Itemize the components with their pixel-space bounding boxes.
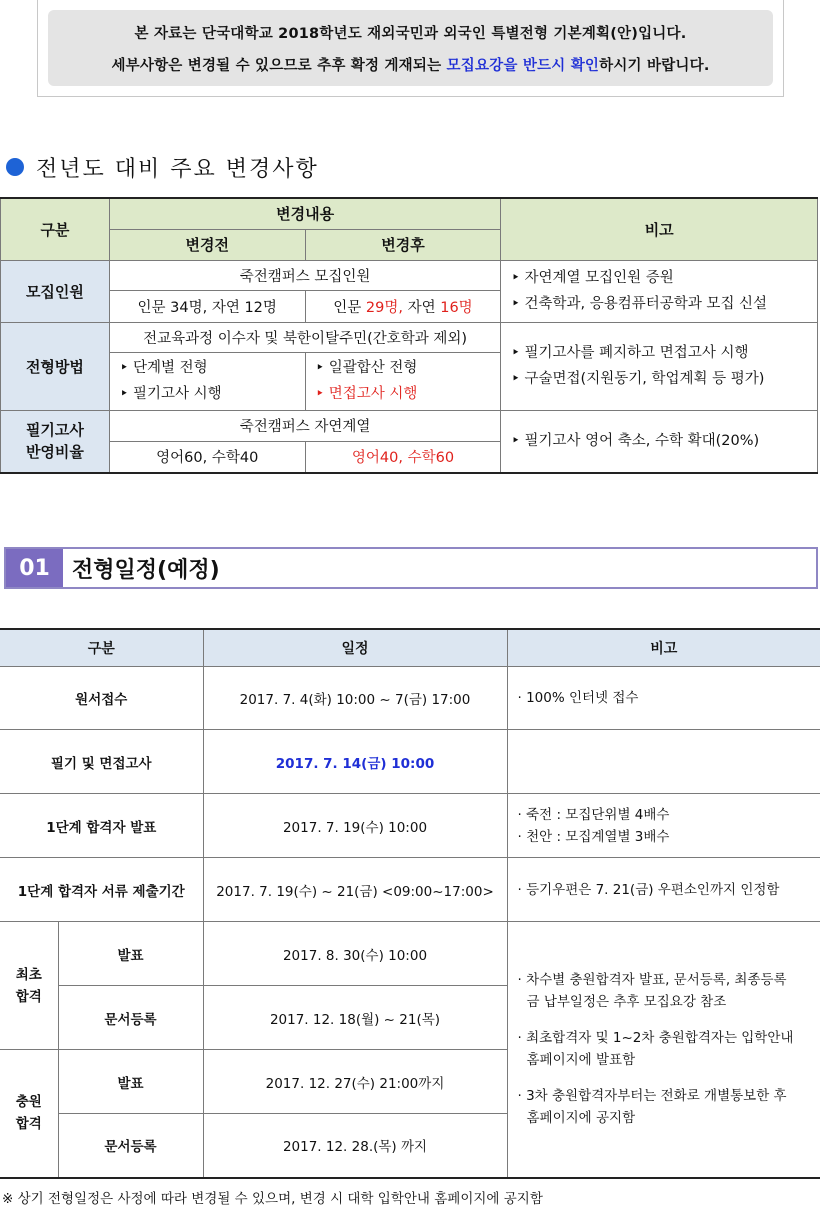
bullet-dot-icon	[6, 158, 24, 176]
sub-category: 발표	[58, 922, 203, 986]
row-after	[305, 290, 501, 322]
row-schedule: 2017. 12. 27(수) 21:00까지	[203, 1050, 507, 1114]
after-text: 자연	[402, 299, 441, 316]
row-schedule: 2017. 7. 19(수) ~ 21(금) <09:00~17:00>	[203, 858, 507, 922]
row-category-recruit: 모집인원	[1, 260, 110, 322]
sub-category: 발표	[58, 1050, 203, 1114]
remark-line: 홈페이지에 공지함	[526, 1110, 636, 1127]
row-remarks	[501, 322, 818, 410]
notice-inner	[48, 10, 773, 86]
row-schedule: 2017. 7. 4(화) 10:00 ~ 7(금) 17:00	[203, 667, 507, 730]
row-span-text: 전교육과정 이수자 및 북한이탈주민(간호학과 제외)	[109, 322, 501, 352]
header-remarks: 비고	[507, 629, 820, 667]
category-line: 반영비율	[25, 443, 84, 462]
group-remarks	[507, 922, 820, 1178]
group-label-line: 합격	[15, 1116, 42, 1133]
header-schedule: 일정	[203, 629, 507, 667]
row-remarks	[507, 730, 820, 794]
row-remarks	[501, 260, 818, 322]
after-text: 인문	[333, 299, 366, 316]
before-line: ‣ 필기고사 시행	[119, 386, 222, 402]
notice-line-2	[48, 54, 773, 75]
category-line: 필기고사	[25, 421, 84, 440]
row-category: 필기 및 면접고사	[0, 730, 203, 794]
remark-line: · 천안 : 모집계열별 3배수	[517, 828, 670, 845]
after-value: 16명	[440, 299, 473, 316]
section-number: 01	[6, 549, 63, 587]
changes-table	[0, 197, 818, 474]
remark-line: · 차수별 충원합격자 발표, 문서등록, 최종등록	[517, 972, 787, 989]
row-schedule: 2017. 7. 19(수) 10:00	[203, 794, 507, 858]
header-remarks: 비고	[501, 198, 818, 260]
remark-line: · 100% 인터넷 접수	[517, 690, 639, 706]
schedule-table	[0, 628, 820, 1179]
section2-heading	[4, 547, 818, 589]
row-category-method: 전형방법	[1, 322, 110, 410]
remark-line: 금 납부일정은 추후 모집요강 참조	[526, 994, 727, 1011]
remark-line: · 등기우편은 7. 21(금) 우편소인까지 인정함	[517, 881, 780, 898]
remark-line: · 최초합격자 및 1~2차 충원합격자는 입학안내	[517, 1030, 794, 1047]
row-category: 1단계 합격자 서류 제출기간	[0, 858, 203, 922]
remark-line: ‣ 건축학과, 응용컴퓨터공학과 모집 신설	[511, 296, 768, 312]
group-label-line: 합격	[15, 988, 42, 1005]
row-span-text: 죽전캠퍼스 자연계열	[109, 410, 501, 441]
row-after: 영어40, 수학60	[305, 441, 501, 473]
remark-line: · 죽전 : 모집단위별 4배수	[517, 806, 670, 823]
row-schedule: 2017. 8. 30(수) 10:00	[203, 922, 507, 986]
sub-category: 문서등록	[58, 1114, 203, 1178]
row-category-ratio	[1, 410, 110, 473]
section1-title: 전년도 대비 주요 변경사항	[36, 156, 319, 182]
row-remarks	[507, 667, 820, 730]
group-label-line: 충원	[15, 1094, 42, 1111]
row-before	[109, 352, 305, 410]
row-category: 원서접수	[0, 667, 203, 730]
remark-line: · 3차 충원합격자부터는 전화로 개별통보한 후	[517, 1088, 787, 1105]
group-label-initial	[0, 922, 58, 1050]
footnote: ※ 상기 전형일정은 사정에 따라 변경될 수 있으며, 변경 시 대학 입학안내 홈페이지에 공지함	[2, 1191, 543, 1207]
row-remarks	[507, 858, 820, 922]
header-before: 변경전	[109, 229, 305, 260]
row-category: 1단계 합격자 발표	[0, 794, 203, 858]
row-span-text: 죽전캠퍼스 모집인원	[109, 260, 501, 290]
section1-heading	[6, 152, 319, 182]
notice-line-2-pre: 세부사항은 변경될 수 있으므로 추후 확정 게재되는	[111, 58, 447, 74]
remark-line: ‣ 자연계열 모집인원 증원	[511, 270, 674, 286]
row-remarks	[507, 794, 820, 858]
header-after: 변경후	[305, 229, 501, 260]
before-line: ‣ 단계별 전형	[119, 360, 208, 376]
remark-line: ‣ 필기고사를 폐지하고 면접고사 시행	[511, 345, 749, 361]
notice-line-2-post: 하시기 바랍니다.	[599, 58, 710, 74]
row-schedule: 2017. 12. 18(월) ~ 21(목)	[203, 986, 507, 1050]
notice-highlight: 모집요강을 반드시 확인	[446, 58, 600, 74]
after-line: ‣ 면접고사 시행	[315, 386, 418, 402]
after-line: ‣ 일괄합산 전형	[315, 360, 418, 376]
after-value: 29명,	[365, 299, 403, 316]
remark-line: 홈페이지에 발표함	[526, 1052, 636, 1069]
notice-box	[37, 0, 784, 97]
notice-line-1: 본 자료는 단국대학교 2018학년도 재외국민과 외국인 특별전형 기본계획(안)입니다.	[134, 26, 687, 42]
header-changes: 변경내용	[109, 198, 501, 229]
row-schedule: 2017. 12. 28.(목) 까지	[203, 1114, 507, 1178]
row-schedule: 2017. 7. 14(금) 10:00	[203, 730, 507, 794]
header-category: 구분	[1, 198, 110, 260]
group-label-additional	[0, 1050, 58, 1178]
row-before: 인문 34명, 자연 12명	[109, 290, 305, 322]
remark-line: ‣ 구술면접(지원동기, 학업계획 등 평가)	[511, 371, 765, 387]
row-remarks: ‣ 필기고사 영어 축소, 수학 확대(20%)	[501, 410, 818, 473]
header-category: 구분	[0, 629, 203, 667]
sub-category: 문서등록	[58, 986, 203, 1050]
row-after	[305, 352, 501, 410]
section2-title: 전형일정(예정)	[72, 557, 220, 583]
row-before: 영어60, 수학40	[109, 441, 305, 473]
group-label-line: 최초	[15, 966, 42, 983]
